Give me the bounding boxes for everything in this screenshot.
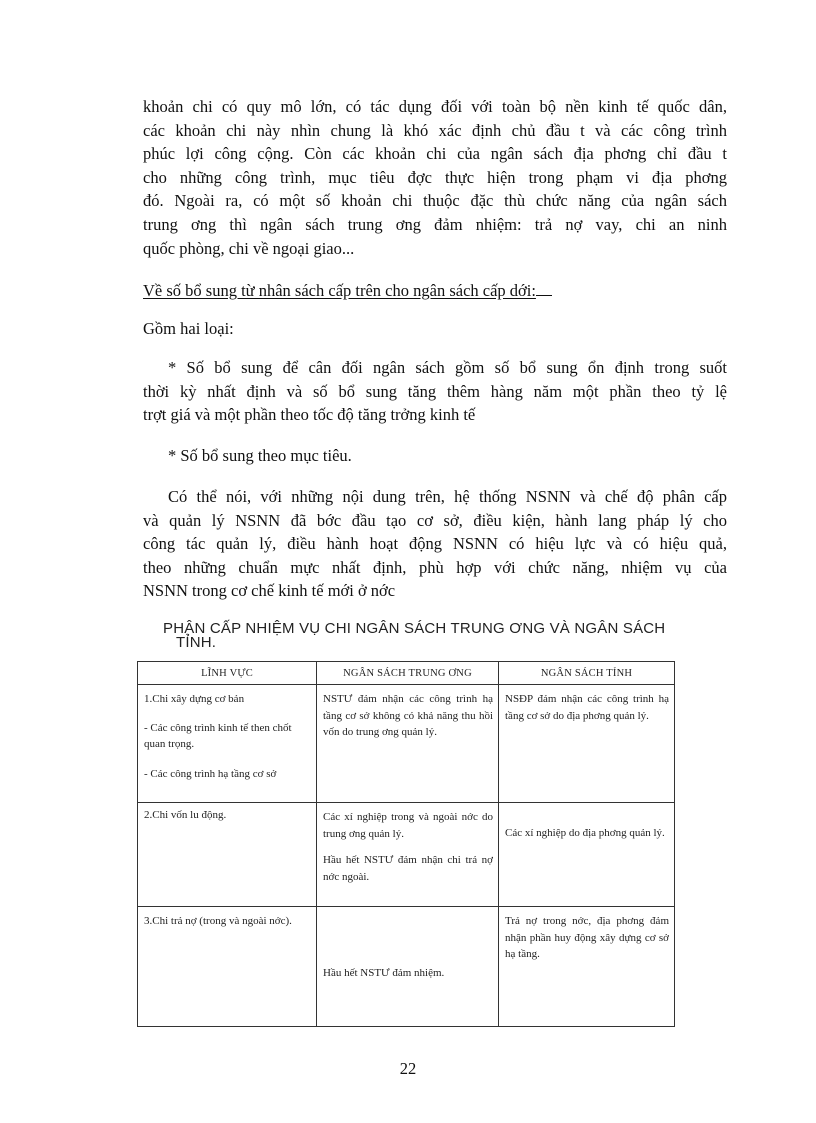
cell-text: Các xí nghiệp trong và ngoài nớc do trung ơng quản lý. [323, 811, 493, 840]
cell-tinh [499, 907, 675, 1027]
text-line: cho những công trình, mục tiêu đợc thực hiện trong phạm vi địa phơng [143, 167, 727, 187]
table-row [138, 907, 675, 1027]
table-row [138, 803, 675, 907]
paragraph-conclusion [143, 485, 727, 603]
allocation-table [137, 661, 675, 1027]
text-line: đó. Ngoài ra, có một số khoản chi thuộc đặc thù chức năng của ngân sách [143, 191, 727, 211]
section-heading-text: Về số bổ sung từ nhân sách cấp trên cho ngân sách cấp dới: [143, 281, 536, 300]
page-number: 22 [399, 1059, 417, 1078]
header-ngan-sach-tinh: NGÂN SÁCH TỈNH [499, 662, 675, 685]
table-title-line: TỈNH. [176, 634, 217, 651]
cell-tinh [499, 803, 675, 907]
table-title-line: PHÂN CẤP NHIỆM VỤ CHI NGÂN SÁCH TRUNG ƠNG VÀ NGÂN SÁCH [163, 620, 666, 637]
text-line: khoản chi có quy mô lớn, có tác dụng đối với toàn bộ nền kinh tế quốc dân, [143, 97, 727, 116]
text-line: theo những chuẩn mực nhất định, phù hợp với chức năng, nhiệm vụ của [143, 557, 727, 577]
text-line: trợt giá và một phần theo tốc độ tăng trởng kinh tế [143, 405, 476, 425]
underline-tail [536, 281, 552, 296]
header-linh-vuc: LĨNH VỰC [138, 662, 317, 685]
table-header-row [138, 662, 675, 685]
cell-text: - Các công trình hạ tầng cơ sở [144, 768, 277, 780]
cell-text: Trả nợ trong nớc, địa phơng đảm nhận phần huy động xây dựng cơ sở hạ tầng. [505, 915, 669, 960]
cell-text: 2.Chi vốn lu động. [144, 809, 227, 821]
cell-text: 1.Chi xây dựng cơ bản [144, 693, 245, 705]
text-line: thời kỳ nhất định và số bổ sung tăng thêm hàng năm một phần theo tỷ lệ [143, 381, 727, 401]
table-row [138, 685, 675, 803]
text-line: quốc phòng, chi về ngoại giao... [143, 238, 355, 258]
cell-text: Hầu hết NSTƯ đảm nhận chi trả nợ nớc ngoài. [323, 854, 493, 883]
cell-text: - Các công trình kinh tế then chốt quan trọng. [144, 722, 292, 750]
text-line: Có thể nói, với những nội dung trên, hệ thống NSNN và chế độ phân cấp [168, 487, 727, 506]
text-line: phúc lợi công cộng. Còn các khoản chi của ngân sách địa phơng chỉ đầu t [143, 144, 727, 164]
cell-text: NSĐP đảm nhận các công trình hạ tầng cơ sở do địa phơng quản lý. [505, 693, 669, 722]
text-line: NSNN trong cơ chế kinh tế mới ở nớc [143, 581, 396, 601]
text-gom-hai-loai: Gồm hai loại: [143, 319, 234, 338]
text-line: các khoản chi này nhìn chung là khó xác định chủ đầu t và các công trình [143, 120, 727, 140]
paragraph-expenditure [143, 95, 727, 260]
cell-trung-uong [317, 803, 499, 907]
cell-linh-vuc [138, 685, 317, 803]
cell-trung-uong [317, 907, 499, 1027]
text-line: * Số bổ sung để cân đối ngân sách gồm số bổ sung ổn định trong suốt [168, 358, 727, 377]
text-line: và quản lý NSNN đã bớc đầu tạo cơ sở, điều kiện, hành lang pháp lý cho [143, 510, 727, 530]
cell-trung-uong [317, 685, 499, 803]
cell-text: Hầu hết NSTƯ đảm nhiệm. [323, 967, 445, 979]
cell-text: 3.Chi trả nợ (trong và ngoài nớc). [144, 915, 292, 927]
cell-text: Các xí nghiệp do địa phơng quản lý. [505, 827, 665, 839]
cell-tinh [499, 685, 675, 803]
cell-linh-vuc [138, 803, 317, 907]
cell-text: NSTƯ đảm nhận các công trình hạ tầng cơ sở không có khả năng thu hồi vốn do trung ơng quản lý. [323, 693, 493, 738]
section-heading [143, 281, 552, 301]
text-supplement-target: * Số bổ sung theo mục tiêu. [168, 446, 352, 465]
text-line: công tác quản lý, điều hành hoạt động NSNN có hiệu lực và có hiệu quả, [143, 534, 727, 554]
cell-linh-vuc [138, 907, 317, 1027]
paragraph-supplement-balance [143, 356, 727, 427]
header-ngan-sach-trung-uong: NGÂN SÁCH TRUNG ƠNG [317, 662, 499, 685]
table-title [163, 622, 729, 650]
text-line: trung ơng thì ngân sách trung ơng đảm nhiệm: trả nợ vay, chi an ninh [143, 214, 727, 234]
